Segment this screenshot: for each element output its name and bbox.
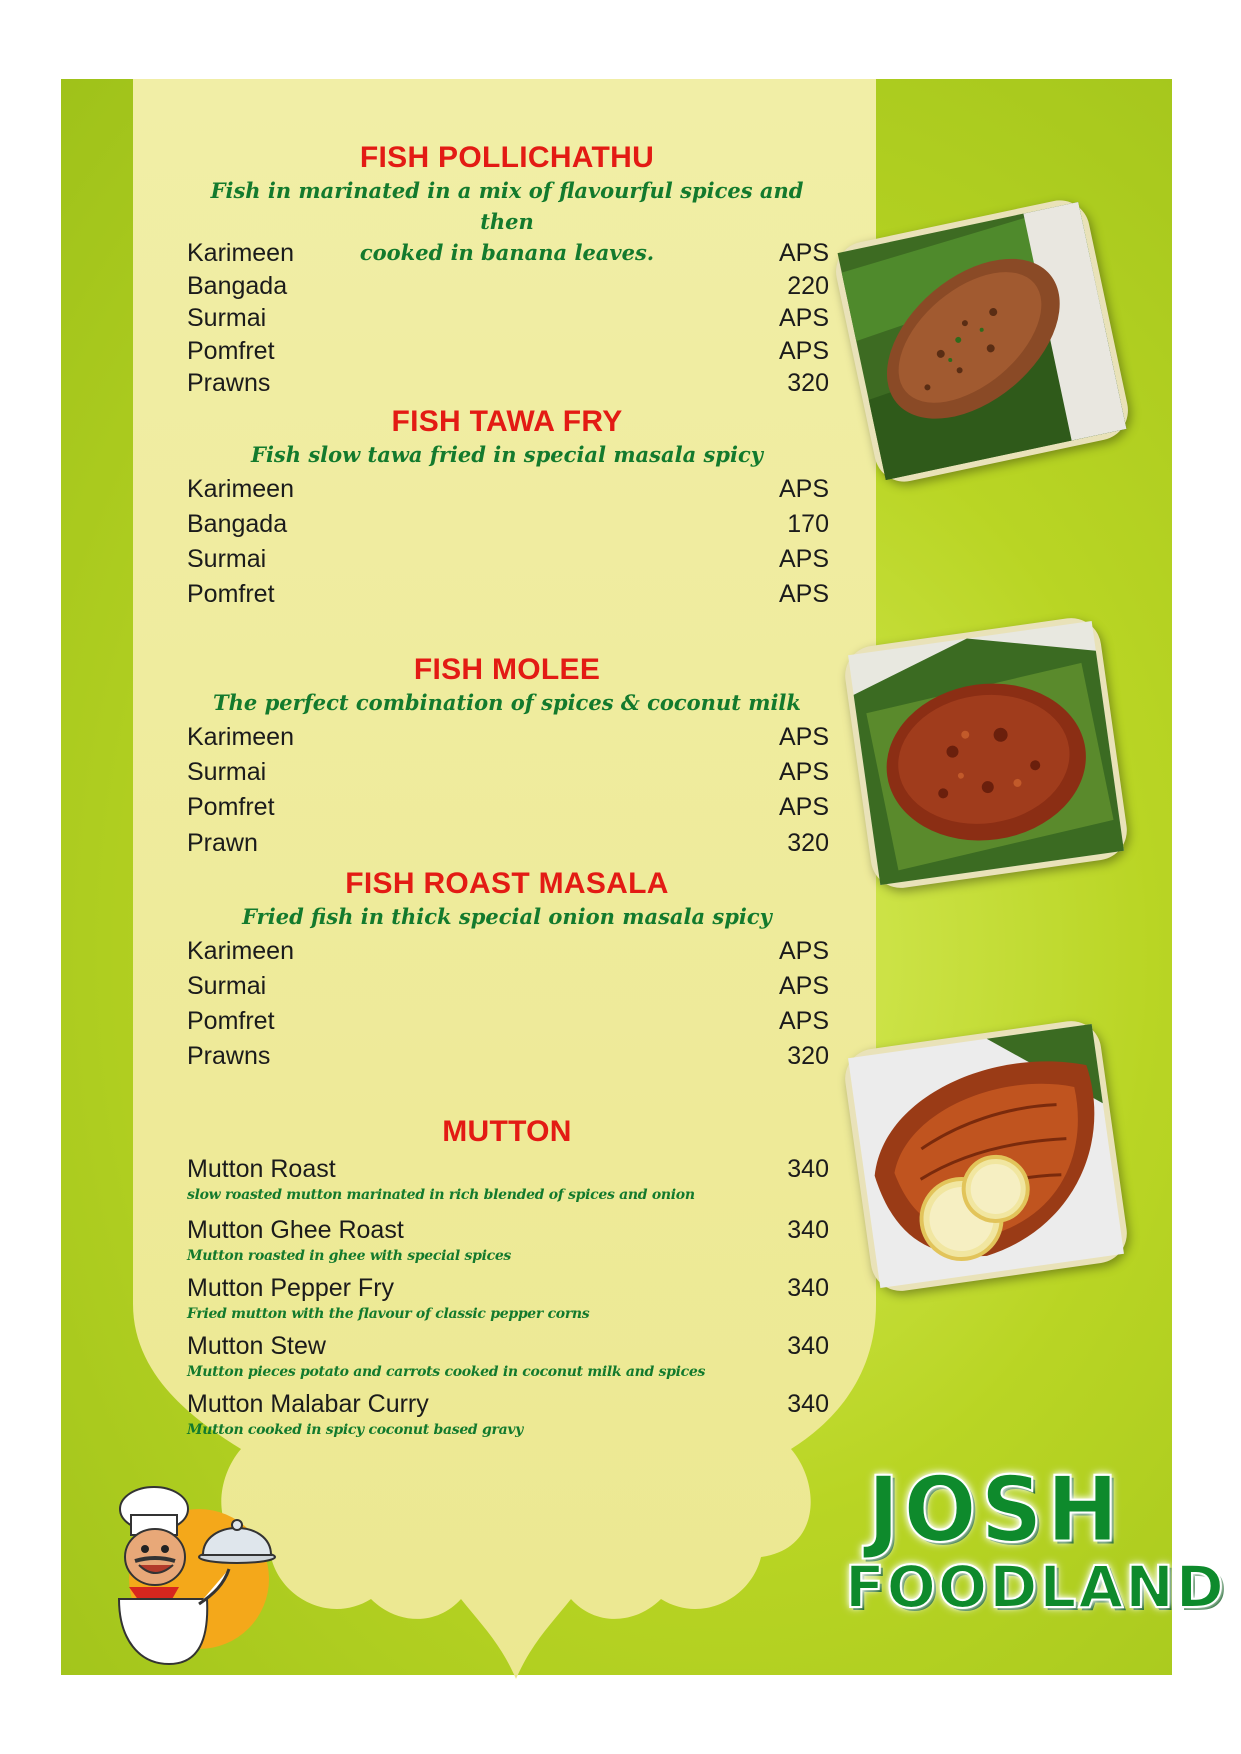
menu-item xyxy=(187,337,829,369)
menu-item xyxy=(187,272,829,304)
menu-item xyxy=(187,545,829,577)
item-price: APS xyxy=(778,475,829,503)
item-name: Bangada xyxy=(187,272,288,300)
item-name: Surmai xyxy=(187,304,267,332)
item-name: Mutton Malabar Curry xyxy=(187,1390,429,1418)
fish-molee-photo xyxy=(841,614,1130,892)
item-price: 320 xyxy=(787,829,829,857)
section-title-fish-molee: FISH MOLEE xyxy=(413,653,601,686)
item-name: Surmai xyxy=(187,758,267,786)
item-name: Prawn xyxy=(187,829,258,857)
section-title-fish-tawa-fry: FISH TAWA FRY xyxy=(391,405,623,438)
description-line: cooked in banana leaves. xyxy=(359,240,655,265)
section-description-fish-tawa-fry xyxy=(187,439,827,470)
item-name: Pomfret xyxy=(187,337,275,365)
section-title-mutton: MUTTON xyxy=(442,1115,572,1148)
item-price: APS xyxy=(778,1007,829,1035)
menu-item xyxy=(187,972,829,1004)
item-name: Mutton Pepper Fry xyxy=(187,1274,395,1302)
item-name: Karimeen xyxy=(187,239,294,267)
item-price: APS xyxy=(778,723,829,751)
item-name: Prawns xyxy=(187,369,271,397)
item-price: APS xyxy=(778,304,829,332)
brand-logo xyxy=(845,1457,1226,1621)
item-price: 340 xyxy=(787,1390,829,1418)
section-description-fish-molee xyxy=(187,687,827,718)
item-name: Prawns xyxy=(187,1042,271,1070)
description-line: The perfect combination of spices & coconut milk xyxy=(213,690,801,715)
description-line: Fish slow tawa fried in special masala spicy xyxy=(251,442,763,467)
menu-item xyxy=(187,510,829,542)
item-note: Mutton cooked in spicy coconut based gravy xyxy=(187,1422,524,1438)
item-name: Mutton Ghee Roast xyxy=(187,1216,404,1244)
menu-item xyxy=(187,239,829,271)
item-note: Fried mutton with the flavour of classic pepper corns xyxy=(187,1306,590,1322)
item-note: Mutton roasted in ghee with special spices xyxy=(187,1248,512,1264)
menu-item xyxy=(187,1390,829,1438)
item-price: APS xyxy=(778,937,829,965)
section-description-fish-roast-masala xyxy=(187,901,827,932)
item-name: Karimeen xyxy=(187,723,294,751)
item-note: Mutton pieces potato and carrots cooked in coconut milk and spices xyxy=(187,1364,706,1380)
fish-roast-photo xyxy=(841,1017,1130,1295)
item-name: Mutton Stew xyxy=(187,1332,326,1360)
menu-item xyxy=(187,937,829,969)
item-name: Karimeen xyxy=(187,475,294,503)
menu-item xyxy=(187,304,829,336)
item-price: 340 xyxy=(787,1332,829,1360)
item-name: Karimeen xyxy=(187,937,294,965)
menu-item xyxy=(187,793,829,825)
item-name: Mutton Roast xyxy=(187,1155,336,1183)
item-price: 340 xyxy=(787,1274,829,1302)
menu-page xyxy=(61,79,1226,1675)
item-name: Surmai xyxy=(187,972,267,1000)
item-price: 340 xyxy=(787,1155,829,1183)
description-line: Fried fish in thick special onion masala spicy xyxy=(242,904,772,929)
item-name: Pomfret xyxy=(187,580,275,608)
description-line: Fish in marinated in a mix of flavourful spices and then xyxy=(210,178,804,234)
item-name: Pomfret xyxy=(187,1007,275,1035)
menu-item xyxy=(187,723,829,755)
item-price: APS xyxy=(778,758,829,786)
item-price: APS xyxy=(778,580,829,608)
menu-item xyxy=(187,1007,829,1039)
chef-holding-cloche-icon xyxy=(79,1469,279,1669)
item-price: APS xyxy=(778,239,829,267)
brand-line-2: FOODLAND xyxy=(845,1553,1226,1621)
menu-item xyxy=(187,475,829,507)
item-price: APS xyxy=(778,972,829,1000)
menu-item xyxy=(187,1042,829,1074)
item-price: 320 xyxy=(787,1042,829,1070)
menu-item xyxy=(187,829,829,861)
menu-item xyxy=(187,1155,829,1203)
item-price: 170 xyxy=(787,510,829,538)
menu-item xyxy=(187,1216,829,1264)
item-price: 220 xyxy=(787,272,829,300)
item-price: APS xyxy=(778,793,829,821)
item-name: Bangada xyxy=(187,510,288,538)
item-price: APS xyxy=(778,545,829,573)
item-price: 340 xyxy=(787,1216,829,1244)
item-name: Pomfret xyxy=(187,793,275,821)
item-price: APS xyxy=(778,337,829,365)
item-note: slow roasted mutton marinated in rich blended of spices and onion xyxy=(187,1187,695,1203)
menu-item xyxy=(187,369,829,401)
section-title-fish-roast-masala: FISH ROAST MASALA xyxy=(345,867,669,900)
menu-item xyxy=(187,758,829,790)
menu-item xyxy=(187,1274,829,1322)
item-price: 320 xyxy=(787,369,829,397)
item-name: Surmai xyxy=(187,545,267,573)
menu-item xyxy=(187,1332,829,1380)
menu-item xyxy=(187,580,829,612)
brand-line-1: JOSH xyxy=(867,1457,1123,1563)
section-title-fish-pollichathu: FISH POLLICHATHU xyxy=(359,141,655,174)
